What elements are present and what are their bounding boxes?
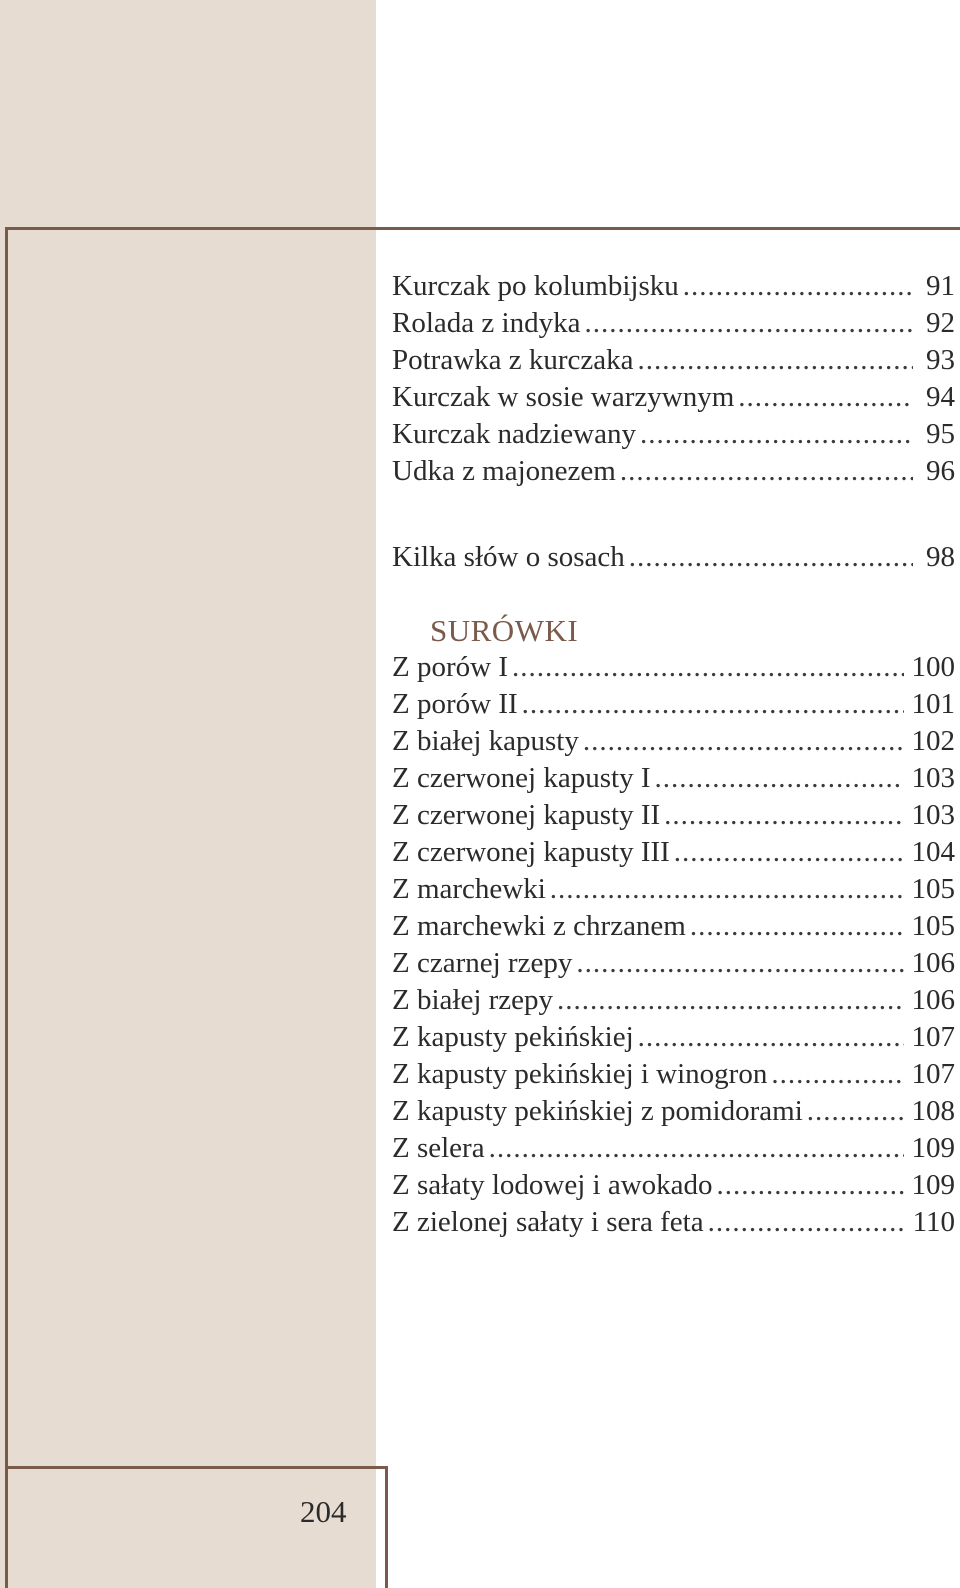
toc-entry[interactable] <box>392 945 955 982</box>
toc-group-1 <box>392 268 955 490</box>
toc-entry-title: Kilka słów o sosach <box>392 541 625 573</box>
toc-entry[interactable] <box>392 723 955 760</box>
toc-entry-title: Z białej rzepy <box>392 984 554 1016</box>
leader-dots <box>512 649 904 686</box>
toc-entry-page: 110 <box>912 1206 955 1238</box>
leader-dots <box>638 342 913 379</box>
toc-entry-title: Z czerwonej kapusty III <box>392 836 670 868</box>
leader-dots <box>640 416 913 453</box>
toc-entry-page: 102 <box>911 725 955 757</box>
toc-entry-title: Z selera <box>392 1132 485 1164</box>
toc-entry-page: 100 <box>911 651 955 683</box>
toc-entry[interactable] <box>392 379 955 416</box>
leader-dots <box>807 1093 904 1130</box>
toc-entry-page: 109 <box>911 1169 955 1201</box>
toc-entry-page: 94 <box>926 381 955 413</box>
spacer <box>392 490 955 539</box>
toc-entry[interactable] <box>392 1130 955 1167</box>
leader-dots <box>690 908 904 945</box>
leader-dots <box>576 945 903 982</box>
toc-entry-title: Z białej kapusty <box>392 725 579 757</box>
toc-entry[interactable] <box>392 268 955 305</box>
toc-entry[interactable] <box>392 342 955 379</box>
toc-entry[interactable] <box>392 1204 955 1241</box>
toc-entry[interactable] <box>392 982 955 1019</box>
toc-group-2 <box>392 539 955 576</box>
leader-dots <box>683 268 913 305</box>
toc-entry-page: 93 <box>926 344 955 376</box>
page-number: 204 <box>300 1494 347 1529</box>
toc-entry-page: 91 <box>926 270 955 302</box>
toc-entry[interactable] <box>392 453 955 490</box>
toc-entry-page: 101 <box>911 688 955 720</box>
toc-entry[interactable] <box>392 908 955 945</box>
toc-entry-title: Z czerwonej kapusty I <box>392 762 651 794</box>
leader-dots <box>654 760 903 797</box>
toc-entry[interactable] <box>392 760 955 797</box>
toc-entry[interactable] <box>392 1056 955 1093</box>
toc-entry[interactable] <box>392 797 955 834</box>
leader-dots <box>674 834 904 871</box>
leader-dots <box>771 1056 903 1093</box>
leader-dots <box>550 871 904 908</box>
toc-entry-title: Z czerwonej kapusty II <box>392 799 661 831</box>
toc-entry[interactable] <box>392 416 955 453</box>
toc-entry-title: Kurczak w sosie warzywnym <box>392 381 735 413</box>
leader-dots <box>717 1167 904 1204</box>
toc-entry-page: 106 <box>911 947 955 979</box>
toc-entry-title: Kurczak po kolumbijsku <box>392 270 679 302</box>
toc-entry[interactable] <box>392 871 955 908</box>
toc-entry-title: Z zielonej sałaty i sera feta <box>392 1206 704 1238</box>
toc-entry[interactable] <box>392 649 955 686</box>
toc-entry-title: Z marchewki <box>392 873 546 905</box>
toc-entry-page: 109 <box>911 1132 955 1164</box>
toc-section-entries <box>392 649 955 1241</box>
table-of-contents <box>392 268 955 1241</box>
toc-entry-title: Z czarnej rzepy <box>392 947 573 979</box>
toc-entry-page: 105 <box>911 873 955 905</box>
leader-dots <box>489 1130 904 1167</box>
toc-entry-page: 98 <box>926 541 955 573</box>
toc-entry-title: Udka z majonezem <box>392 455 616 487</box>
leader-dots <box>584 305 913 342</box>
toc-entry-page: 107 <box>911 1021 955 1053</box>
toc-entry[interactable] <box>392 305 955 342</box>
toc-entry-page: 108 <box>911 1095 955 1127</box>
leader-dots <box>638 1019 904 1056</box>
toc-entry-page: 96 <box>926 455 955 487</box>
toc-entry-page: 103 <box>911 799 955 831</box>
toc-entry[interactable] <box>392 686 955 723</box>
toc-entry-title: Z sałaty lodowej i awokado <box>392 1169 713 1201</box>
toc-entry-page: 103 <box>911 762 955 794</box>
toc-entry-title: Z kapusty pekińskiej i winogron <box>392 1058 768 1090</box>
toc-entry[interactable] <box>392 1167 955 1204</box>
toc-entry-title: Potrawka z kurczaka <box>392 344 634 376</box>
toc-entry-title: Z marchewki z chrzanem <box>392 910 686 942</box>
leader-dots <box>620 453 913 490</box>
leader-dots <box>664 797 903 834</box>
toc-entry-title: Z kapusty pekińskiej z pomidorami <box>392 1095 803 1127</box>
toc-entry-title: Z kapusty pekińskiej <box>392 1021 634 1053</box>
leader-dots <box>708 1204 905 1241</box>
toc-entry-page: 105 <box>911 910 955 942</box>
toc-entry-page: 107 <box>911 1058 955 1090</box>
toc-entry[interactable] <box>392 1019 955 1056</box>
leader-dots <box>738 379 913 416</box>
section-heading-container <box>392 576 955 649</box>
toc-entry-page: 106 <box>911 984 955 1016</box>
section-heading: SURÓWKI <box>430 613 579 648</box>
leader-dots <box>557 982 903 1019</box>
toc-entry-page: 95 <box>926 418 955 450</box>
toc-entry-title: Rolada z indyka <box>392 307 581 339</box>
toc-entry[interactable] <box>392 539 955 576</box>
leader-dots <box>583 723 904 760</box>
toc-entry-page: 92 <box>926 307 955 339</box>
toc-entry-title: Z porów II <box>392 688 518 720</box>
leader-dots <box>522 686 904 723</box>
toc-entry[interactable] <box>392 1093 955 1130</box>
toc-entry-title: Z porów I <box>392 651 508 683</box>
toc-entry-title: Kurczak nadziewany <box>392 418 636 450</box>
leader-dots <box>629 539 913 576</box>
toc-entry[interactable] <box>392 834 955 871</box>
toc-entry-page: 104 <box>911 836 955 868</box>
